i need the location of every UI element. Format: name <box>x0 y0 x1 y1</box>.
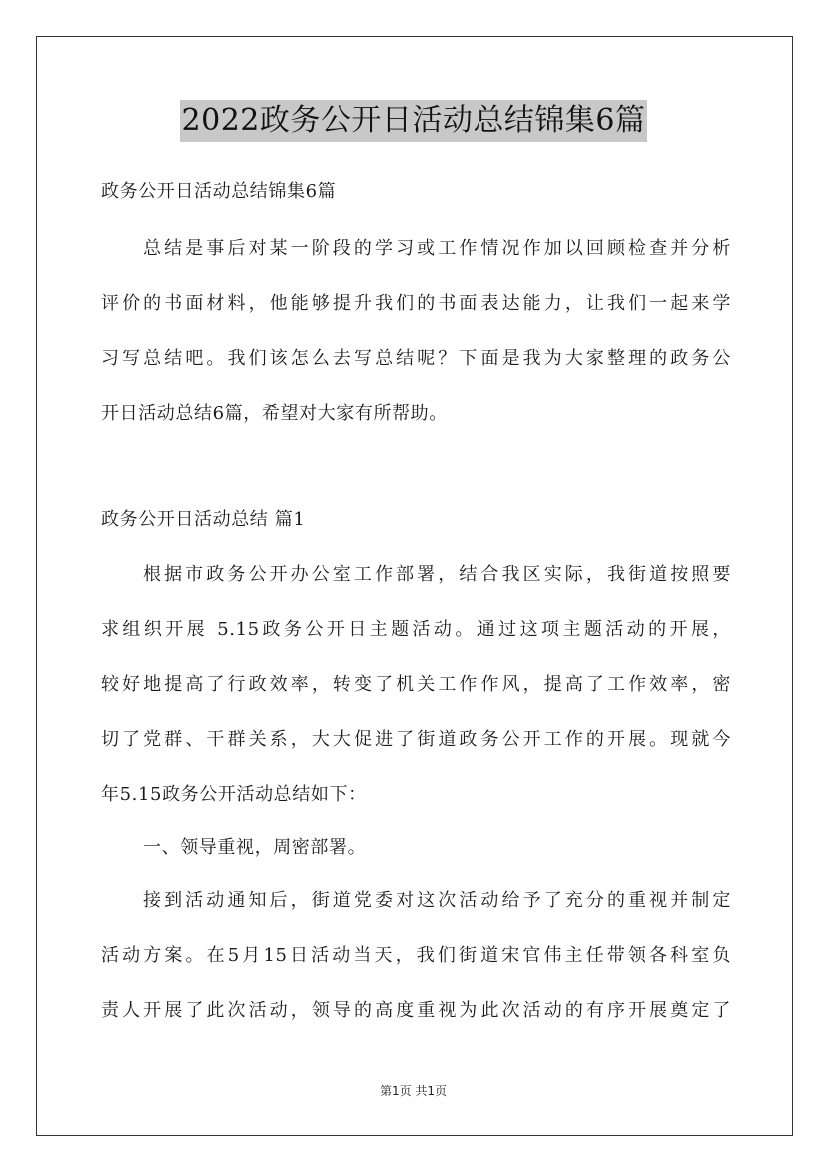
section-para-line-2: 求组织开展 5.15政务公开日主题活动。通过这项主题活动的开展， <box>101 619 731 640</box>
intro-line-2: 评价的书面材料，他能够提升我们的书面表达能力，让我们一起来学 <box>101 293 731 314</box>
point-para-line-3: 责人开展了此次活动，领导的高度重视为此次活动的有序开展奠定了 <box>101 1000 731 1021</box>
intro-line-1: 总结是事后对某一阶段的学习或工作情况作加以回顾检查并分析 <box>143 238 731 259</box>
point-heading: 一、领导重视，周密部署。 <box>143 837 367 858</box>
intro-line-3: 习写总结吧。我们该怎么去写总结呢？下面是我为大家整理的政务公 <box>101 348 731 369</box>
document-subtitle: 政务公开日活动总结锦集6篇 <box>101 181 337 202</box>
point-para-line-2: 活动方案。在5月15日活动当天，我们街道宋官伟主任带领各科室负 <box>101 945 731 966</box>
document-title: 2022政务公开日活动总结锦集6篇 <box>180 100 648 142</box>
page-footer: 第1页 共1页 <box>379 1084 448 1098</box>
section-heading: 政务公开日活动总结 篇1 <box>101 509 306 530</box>
section-para-line-1: 根据市政务公开办公室工作部署，结合我区实际，我街道按照要 <box>143 564 731 585</box>
section-para-line-4: 切了党群、干群关系，大大促进了街道政务公开工作的开展。现就今 <box>101 729 731 750</box>
point-para-line-1: 接到活动通知后，街道党委对这次活动给予了充分的重视并制定 <box>143 890 731 911</box>
section-para-line-3: 较好地提高了行政效率，转变了机关工作作风，提高了工作效率，密 <box>101 674 731 695</box>
title-container <box>0 100 827 142</box>
intro-line-4: 开日活动总结6篇，希望对大家有所帮助。 <box>101 403 448 424</box>
section-para-line-5: 年5.15政务公开活动总结如下： <box>101 784 367 805</box>
